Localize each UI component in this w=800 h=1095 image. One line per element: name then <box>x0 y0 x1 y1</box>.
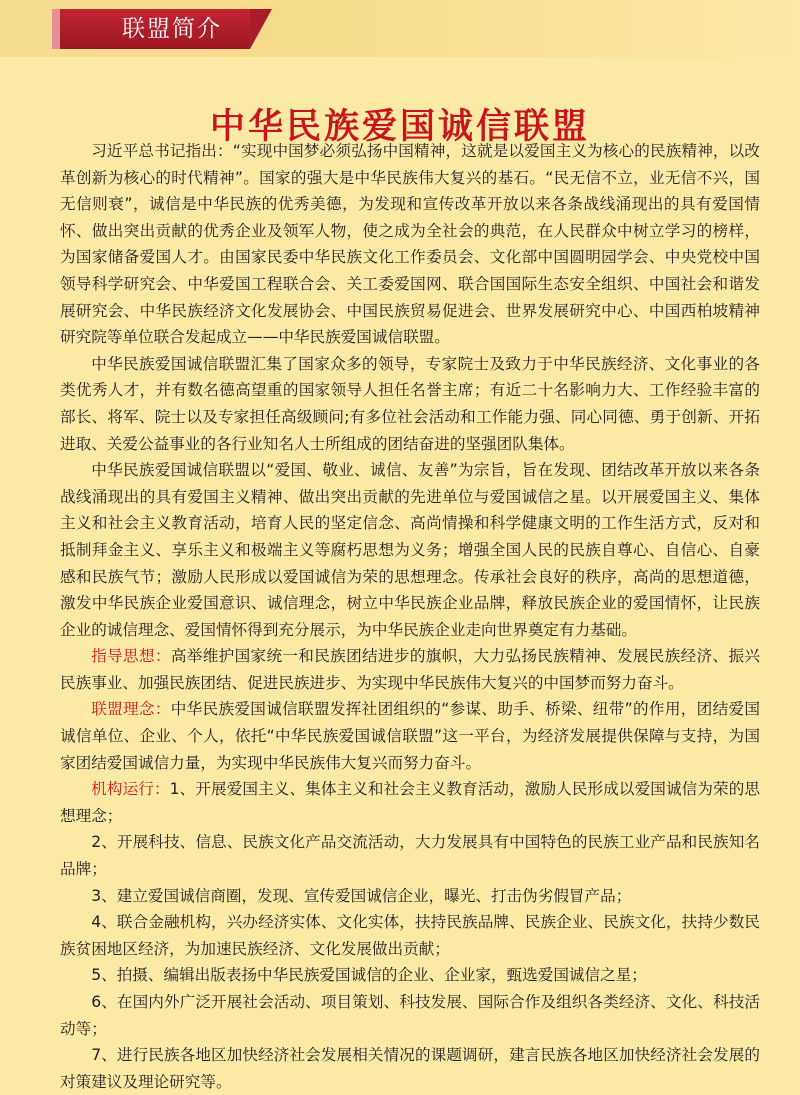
paragraph-purpose: 中华民族爱国诚信联盟以“爱国、敬业、诚信、友善”为宗旨，旨在发现、团结改革开放以来各条战线涌现出的具有爱国主义精神、做出突出贡献的先进单位与爱国诚信之星。以开展爱国主义、集体主义和社会主义教育活动，培育人民的坚定信念、高尚情操和科学健康文明的工作生活方式，反对和抵制拜金主义、享乐主义和极端主义等腐朽思想为义务；增强全国人民的民族自尊心、自信心、自豪感和民族气节；激励人民形成以爱国诚信为荣的思想理念。传承社会良好的秩序，高尚的思想道德，激发中华民族企业爱国意识、诚信理念，树立中华民族企业品牌，释放民族企业的爱国情怀，让民族企业的诚信理念、爱国情怀得到充分展示，为中华民族企业走向世界奠定有力基础。 <box>60 461 760 639</box>
operation-label: 机构运行： <box>91 780 170 799</box>
section-header-title: 联盟简介 <box>122 16 222 42</box>
operation-item <box>60 776 760 829</box>
operation-item: 7、进行民族各地区加快经济社会发展相关情况的课题调研，建言民族各地区加快经济社会发展的对策建议及理论研究等。 <box>60 1046 760 1091</box>
guiding-thought-label: 指导思想： <box>91 647 171 666</box>
guiding-thought-text: 高举维护国家统一和民族团结进步的旗帜，大力弘扬民族精神、发展民族经济、振兴民族事业、加强民族团结、促进民族进步、为实现中华民族伟大复兴的中国梦而努力奋斗。 <box>60 647 760 692</box>
body-text <box>60 138 760 1095</box>
header-tab-highlight <box>52 9 60 49</box>
operation-item: 5、拍摄、编辑出版表扬中华民族爱国诚信的企业、企业家，甄选爱国诚信之星； <box>91 966 647 985</box>
paragraph-members: 中华民族爱国诚信联盟汇集了国家众多的领导，专家院士及致力于中华民族经济、文化事业的各类优秀人才，并有数名德高望重的国家领导人担任名誉主席；有近二十名影响力大、工作经验丰富的部长、将军、院士以及专家担任高级顾问;有多位社会活动和工作能力强、同心同德、勇于创新、开拓进取、关爱公益事业的各行业知名人士所组成的团结奋进的坚强团队集体。 <box>60 354 760 453</box>
header-tab-edge <box>250 9 272 49</box>
operation-item: 3、建立爱国诚信商圈，发现、宣传爱国诚信企业，曝光、打击伪劣假冒产品； <box>91 886 632 905</box>
operation-item-text: 1、开展爱国主义、集体主义和社会主义教育活动，激励人民形成以爱国诚信为荣的思想理念； <box>60 780 760 825</box>
alliance-philosophy-label: 联盟理念： <box>91 700 171 719</box>
operation-item: 2、开展科技、信息、民族文化产品交流活动，大力发展具有中国特色的民族工业产品和民族知名品牌； <box>60 833 760 879</box>
paragraph-guiding-thought <box>60 643 760 696</box>
page-title: 中华民族爱国诚信联盟 <box>209 106 590 148</box>
paragraph-intro: 习近平总书记指出：“实现中国梦必须弘扬中国精神，这就是以爱国主义为核心的民族精神，以改革创新为核心的时代精神”。国家的强大是中华民族伟大复兴的基石。“民无信不立，业无信不兴，国无信则衰”，诚信是中华民族的优秀美德，为发现和宣传改革开放以来各条战线涌现出的具有爱国情怀、做出突出贡献的优秀企业及领军人物，使之成为全社会的典范，在人民群众中树立学习的榜样，为国家储备爱国人才。由国家民委中华民族文化工作委员会、文化部中国圆明园学会、中央党校中国领导科学研究会、中华爱国工程联合会、关工委爱国网、联合国国际生态安全组织、中国社会和谐发展研究会、中华民族经济文化发展协会、中国民族贸易促进会、世界发展研究中心、中国西柏坡精神研究院等单位联合发起成立——中华民族爱国诚信联盟。 <box>60 142 760 347</box>
operation-item: 6、在国内外广泛开展社会活动、项目策划、科技发展、国际合作及组织各类经济、文化、科技活动等； <box>60 993 760 1038</box>
alliance-philosophy-text: 中华民族爱国诚信联盟发挥社团组织的“参谋、助手、桥梁、纽带”的作用，团结爱国诚信单位、企业、个人，依托“中华民族爱国诚信联盟”这一平台，为经济发展提供保障与支持，为国家团结爱国诚信力量，为实现中华民族伟大复兴而努力奋斗。 <box>60 700 760 772</box>
operation-item: 4、联合金融机构，兴办经济实体、文化实体，扶持民族品牌、民族企业、民族文化，扶持少数民族贫困地区经济，为加速民族经济、文化发展做出贡献； <box>60 913 760 958</box>
paragraph-alliance-philosophy <box>60 696 760 776</box>
